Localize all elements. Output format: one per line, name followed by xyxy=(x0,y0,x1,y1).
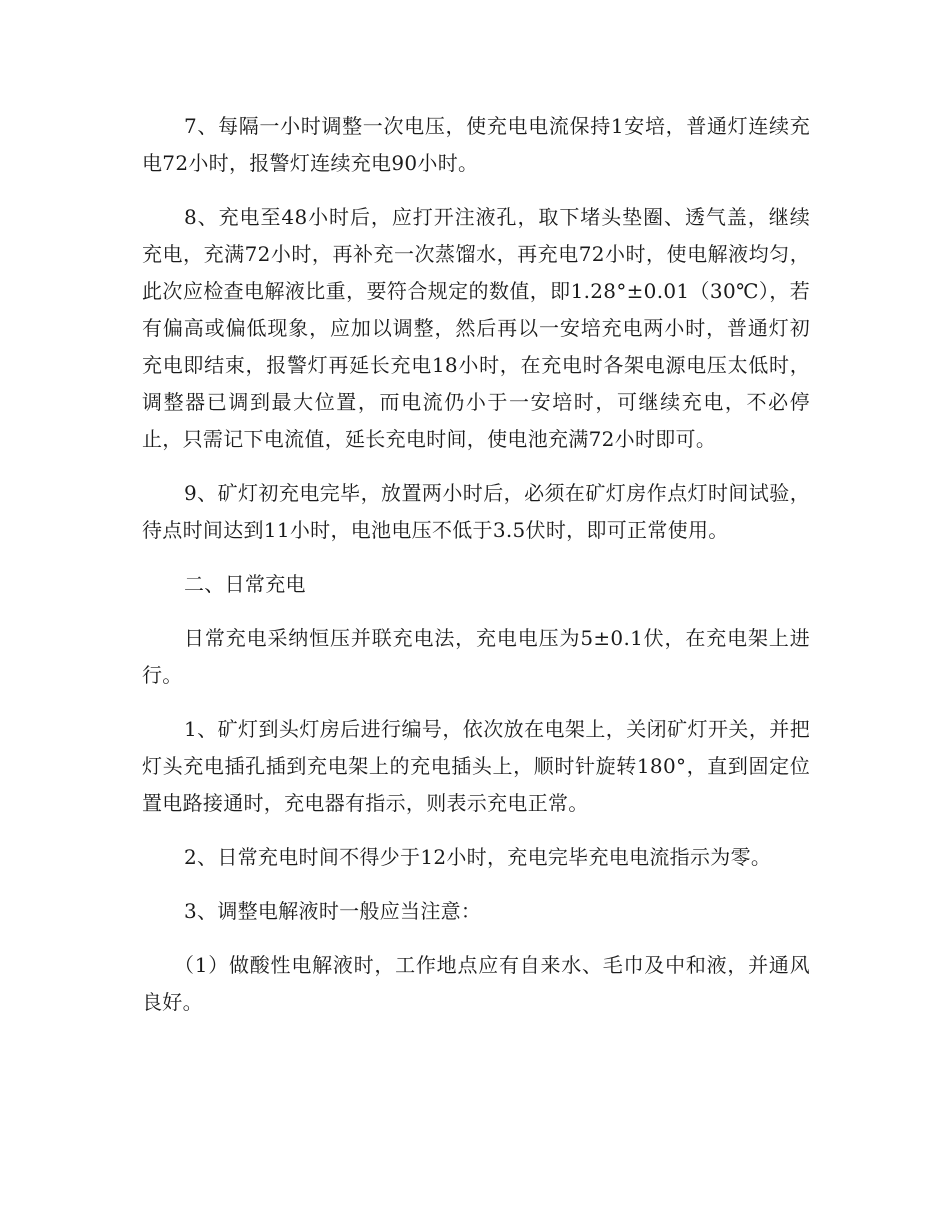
section-heading-daily-charging: 二、日常充电 xyxy=(184,572,306,596)
paragraph-daily-step-2: 2、日常充电时间不得少于12小时，充电完毕充电电流指示为零。 xyxy=(184,845,772,869)
paragraph-daily-intro: 日常充电采纳恒压并联充电法，充电电压为5±0.1伏，在充电架上进行。 xyxy=(142,626,810,687)
paragraph-step-7: 7、每隔一小时调整一次电压，使充电电流保持1安培，普通灯连续充电72小时，报警灯连续充电90小时。 xyxy=(142,114,810,175)
paragraph-daily-step-3: 3、调整电解液时一般应当注意： xyxy=(184,899,482,923)
paragraph-step-8: 8、充电至48小时后，应打开注液孔，取下堵头垫圈、透气盖，继续充电，充满72小时，再补充一次蒸馏水，再充电72小时，使电解液均匀，此次应检查电解液比重，要符合规定的数值，即1.28°±0.01（30℃），若有偏高或偏低现象，应加以调整，然后再以一安培充电两小时，普通灯初充电即结束，报警灯再延长充电18小时，在充电时各架电源电压太低时，调整器已调到最大位置，而电流仍小于一安培时，可继续充电，不必停止，只需记下电流值，延长充电时间，使电池充满72小时即可。 xyxy=(142,205,810,451)
document-body xyxy=(142,108,810,1038)
paragraph-daily-step-1: 1、矿灯到头灯房后进行编号，依次放在电架上，关闭矿灯开关，并把灯头充电插孔插到充电架上的充电插头上，顺时针旋转180°，直到固定位置电路接通时，充电器有指示，则表示充电正常。 xyxy=(142,717,810,815)
paragraph-step-9: 9、矿灯初充电完毕，放置两小时后，必须在矿灯房作点灯时间试验，待点时间达到11小时，电池电压不低于3.5伏时，即可正常使用。 xyxy=(142,481,810,542)
paragraph-daily-step-3-1: （1）做酸性电解液时，工作地点应有自来水、毛巾及中和液，并通风良好。 xyxy=(142,953,810,1014)
